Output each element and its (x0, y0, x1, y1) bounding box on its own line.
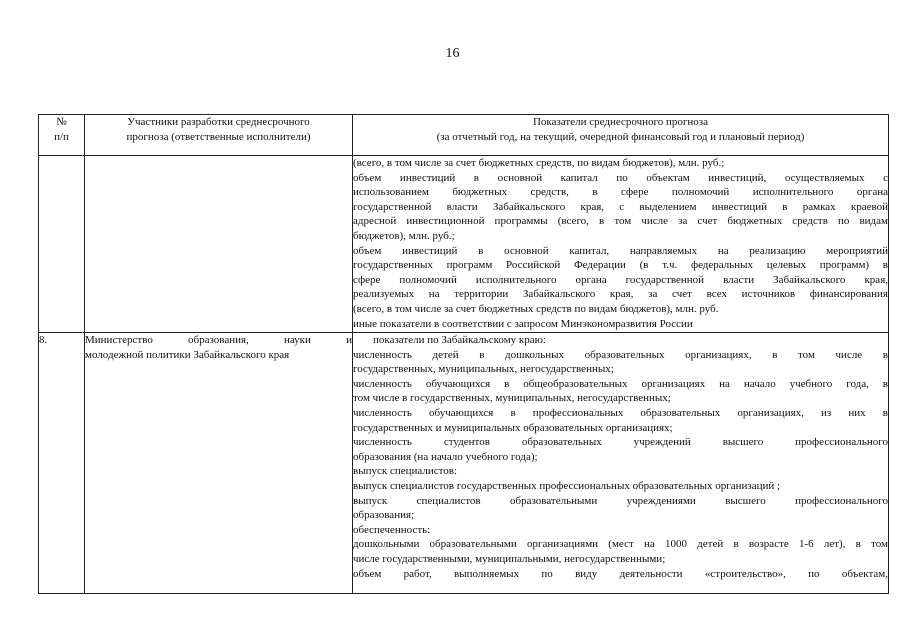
indicator-line: государственных программ Российской Федерации (в т.ч. федеральных целевых программ) в (353, 259, 888, 272)
indicator-line: использованием бюджетных средств, в сфере полномочий исполнительного органа (353, 186, 888, 199)
header-number: № п/п (39, 115, 85, 156)
responsible-line: Министерство образования, науки и (85, 334, 352, 346)
table-header-row (39, 115, 889, 156)
indicator-line: выпуск специалистов государственных профессиональных образовательных организаций ; (353, 479, 781, 492)
indicator-line: выпуск специалистов: (353, 465, 458, 478)
indicator-line: показатели по Забайкальскому краю: (373, 334, 546, 346)
indicator-line: (всего, в том числе за счет бюджетных средств, по видам бюджетов), млн. руб.; (353, 157, 725, 169)
indicator-line: численность студентов образовательных учреждений высшего профессионального (353, 436, 888, 449)
header-indicators: Показатели среднесрочного прогноза (за отчетный год, на текущий, очередной финансовый год и плановый период) (353, 115, 889, 156)
indicator-line: адресной инвестиционной программы (всего, в том числе за счет бюджетных средств по видам (353, 215, 888, 228)
row-indicators (353, 333, 889, 594)
header-participants: Участники разработки среднесрочного прогноза (ответственные исполнители) (85, 115, 353, 156)
indicator-line: образования; (353, 509, 415, 522)
row-responsible (85, 156, 353, 333)
row-indicators (353, 156, 889, 333)
indicator-line: бюджетов), млн. руб.; (353, 229, 455, 242)
indicator-line: том числе в государственных, муниципальных, негосударственных; (353, 392, 671, 405)
row-number (39, 156, 85, 333)
indicator-line: численность обучающихся в профессиональных образовательных организациях, из них в (353, 406, 888, 419)
table-row (39, 156, 889, 333)
indicator-line: числе государственными, муниципальными, негосударственными; (353, 552, 666, 565)
indicator-line: реализуемых на территории Забайкальского края, за счет всех источников финансирования (353, 288, 888, 301)
indicator-line: объем инвестиций в основной капитал по объектам инвестиций, осуществляемых с (353, 171, 888, 184)
indicator-line: образования (на начало учебного года); (353, 450, 538, 463)
row-number: 8. (39, 333, 85, 594)
indicator-line: обеспеченность: (353, 523, 431, 536)
indicator-line: иные показатели в соответствии с запросом Минэкономразвития России (353, 317, 693, 330)
row-responsible (85, 333, 353, 594)
indicator-line: государственных, муниципальных, негосударственных; (353, 363, 614, 376)
forecast-table (38, 114, 889, 594)
indicator-line: объем работ, выполняемых по виду деятельности «строительство», по объектам, (353, 567, 888, 580)
indicator-line: дошкольными образовательными организациями (мест на 1000 детей в возрасте 1-6 лет), в том (353, 538, 888, 551)
indicator-line: государственных и муниципальных образовательных организациях; (353, 421, 673, 434)
indicator-line: численность обучающихся в общеобразовательных организациях на начало учебного года, в (353, 377, 888, 390)
responsible-line: молодежной политики Забайкальского края (85, 348, 290, 361)
indicator-line: выпуск специалистов образовательными учреждениями высшего профессионального (353, 494, 888, 507)
indicator-line: государственной власти Забайкальского края, с выделением инвестиций в рамках краевой (353, 200, 888, 213)
indicator-line: объем инвестиций в основной капитал, направляемых на реализацию мероприятий (353, 244, 888, 257)
table-row (39, 333, 889, 594)
indicator-line: (всего, в том числе за счет бюджетных средств по видам бюджетов), млн. руб. (353, 302, 719, 315)
indicator-line: сфере полномочий исполнительного органа государственной власти Забайкальского края, (353, 273, 888, 286)
indicator-line: численность детей в дошкольных образовательных организациях, в том числе в (353, 348, 888, 361)
page-number: 16 (445, 46, 460, 61)
